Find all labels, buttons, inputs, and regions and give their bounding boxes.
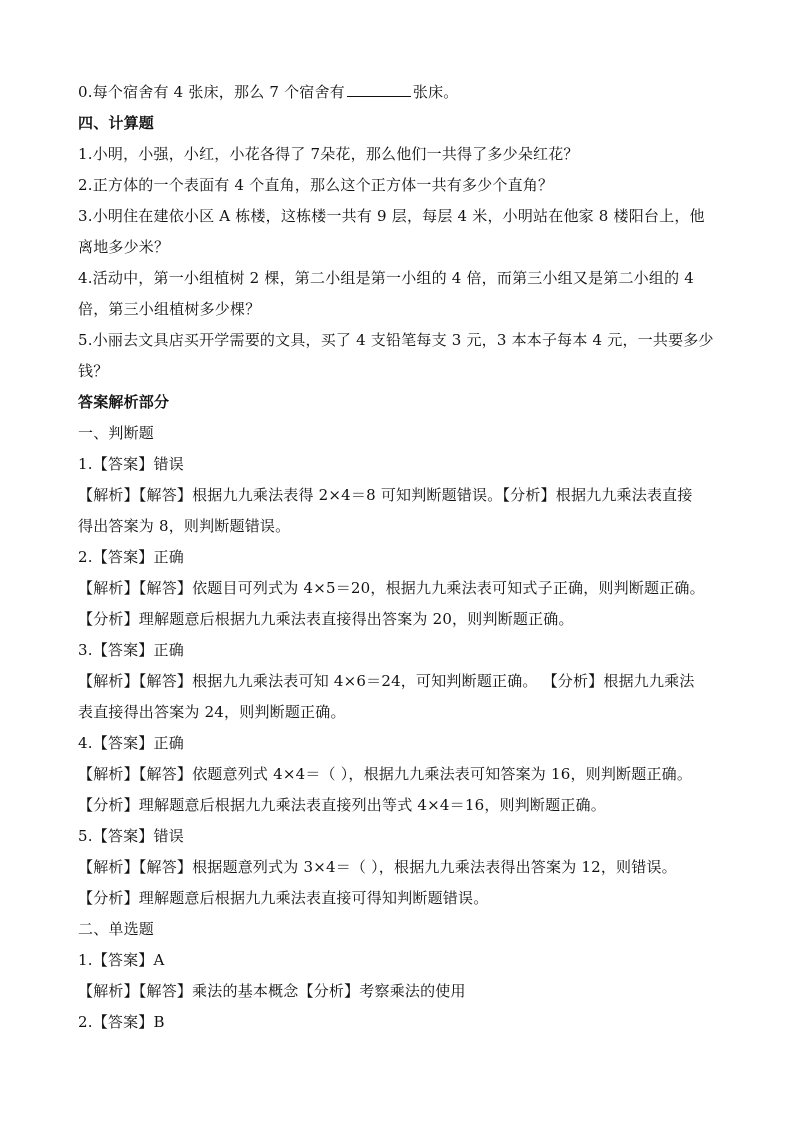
answer-line: 5.【答案】错误	[78, 827, 184, 845]
explanation-line: 【解析】【解答】依题意列式 4×4＝（ ），根据九九乘法表可知答案为 16，则判断题正确。	[78, 765, 693, 783]
question-line: 3.小明住在建依小区 A 栋楼，这栋楼一共有 9 层，每层 4 米，小明站在他家 8 楼阳台上，他	[78, 207, 705, 225]
section-title-calculation: 四、计算题	[78, 114, 155, 132]
calculation-question-4	[78, 263, 728, 325]
answer-line: 1.【答案】A	[78, 951, 165, 969]
question-line: 4.活动中，第一小组植树 2 棵，第二小组是第一小组的 4 倍，而第三小组又是第二小组的 4	[78, 269, 694, 287]
question-line: 钱？	[78, 362, 109, 380]
explanation-line: 【解析】【解答】依题目可列式为 4×5＝20，根据九九乘法表可知式子正确，则判断题正确。	[78, 579, 705, 597]
question-line: 1.小明，小强，小红，小花各得了 7朵花，那么他们一共得了多少朵红花？	[78, 145, 579, 163]
explanation-line: 表直接得出答案为 24，则判断题正确。	[78, 703, 346, 721]
explanation-line: 【解析】【解答】根据九九乘法表可知 4×6＝24，可知判断题正确。 【分析】根据九九乘法	[78, 672, 695, 690]
fill-question-text-before: 0.每个宿舍有 4 张床，那么 7 个宿舍有	[78, 83, 345, 101]
question-line: 倍，第三小组植树多少棵？	[78, 300, 261, 318]
explanation-line: 得出答案为 8，则判断题错误。	[78, 517, 291, 535]
single-answer-2	[78, 1007, 728, 1038]
fill-question	[78, 77, 728, 108]
judge-section-title: 一、判断题	[78, 424, 155, 442]
answer-blank	[347, 84, 411, 97]
calculation-question-3	[78, 201, 728, 263]
judge-answer-5	[78, 821, 728, 914]
answer-line: 1.【答案】错误	[78, 455, 184, 473]
judge-answer-3	[78, 635, 728, 728]
question-line: 2.正方体的一个表面有 4 个直角，那么这个正方体一共有多少个直角？	[78, 176, 554, 194]
explanation-line: 【解析】【解答】根据题意列式为 3×4＝（ ），根据九九乘法表得出答案为 12，则错误。	[78, 858, 677, 876]
explanation-line: 【分析】理解题意后根据九九乘法表直接得出答案为 20，则判断题正确。	[78, 610, 574, 628]
judge-answer-4	[78, 728, 728, 821]
explanation-line: 【解析】【解答】乘法的基本概念【分析】考察乘法的使用	[78, 982, 466, 1000]
calculation-question-2	[78, 170, 728, 201]
single-answer-1	[78, 945, 728, 1007]
question-line: 5.小丽去文具店买开学需要的文具，买了 4 支铅笔每支 3 元，3 本本子每本 4 元，一共要多少	[78, 331, 714, 349]
fill-question-text-after: 张床。	[412, 83, 459, 101]
judge-answer-2	[78, 542, 728, 635]
calculation-question-1	[78, 139, 728, 170]
calculation-question-5	[78, 325, 728, 387]
answer-line: 3.【答案】正确	[78, 641, 184, 659]
answer-section-title: 答案解析部分	[78, 393, 170, 411]
judge-answer-1	[78, 449, 728, 542]
single-choice-section-title: 二、单选题	[78, 920, 155, 938]
explanation-line: 【解析】【解答】根据九九乘法表得 2×4＝8 可知判断题错误。【分析】根据九九乘法表直接	[78, 486, 693, 504]
answer-line: 4.【答案】正确	[78, 734, 184, 752]
answer-line: 2.【答案】B	[78, 1013, 165, 1031]
question-line: 离地多少米？	[78, 238, 170, 256]
explanation-line: 【分析】理解题意后根据九九乘法表直接可得知判断题错误。	[78, 889, 489, 907]
explanation-line: 【分析】理解题意后根据九九乘法表直接列出等式 4×4＝16，则判断题正确。	[78, 796, 606, 814]
answer-line: 2.【答案】正确	[78, 548, 184, 566]
document-page	[78, 77, 728, 1038]
